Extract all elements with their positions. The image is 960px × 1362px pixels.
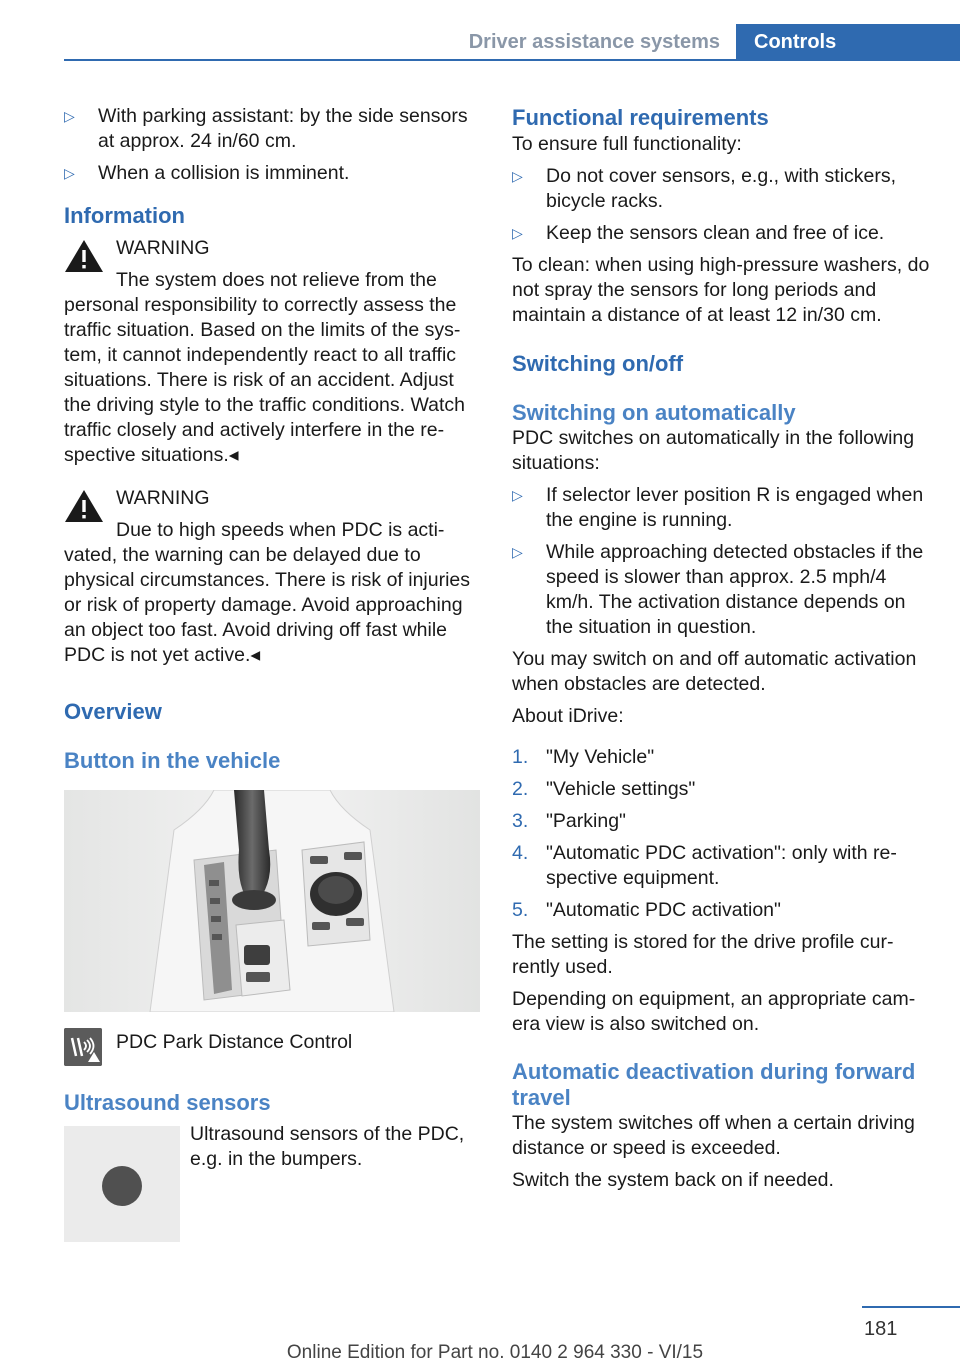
edition-footer: Online Edition for Part no. 0140 2 964 330 - VI/15 (286, 1342, 704, 1362)
triangle-bullet-icon: ▷ (512, 487, 523, 503)
triangle-bullet-icon: ▷ (512, 168, 523, 184)
pdc-button-icon (64, 1028, 102, 1066)
warning-text: Due to high speeds when PDC is acti-vated, the warning can be delayed due to physical circumstances. There is risk of injuries or risk of property damage. Avoid approaching an object too fast. Avoid driving off fast while PDC is not yet active.◂ (64, 519, 471, 666)
list-item: ▷ When a collision is imminent. (64, 162, 350, 184)
warning-title: WARNING (116, 237, 210, 259)
list-item: 4. "Automatic PDC activation": only with re-spective equipment. (512, 842, 897, 889)
header-rule (64, 59, 960, 61)
header-chapter-tab: Controls (736, 24, 960, 61)
clean-text: To clean: when using high-pressure washers, do not spray the sensors for long periods and maintain a distance of at least 12 in/30 cm. (512, 254, 930, 326)
auto-intro: PDC switches on automatically in the following situations: (512, 427, 915, 474)
sensors-description: Ultrasound sensors of the PDC, e.g. in the bumpers. (190, 1123, 465, 1170)
ultrasound-sensor-block (64, 1122, 482, 1242)
idrive-intro: About iDrive: (512, 705, 624, 727)
button-in-vehicle-heading: Button in the vehicle (64, 748, 281, 773)
warning-triangle-icon (64, 238, 104, 274)
overview-heading: Overview (64, 699, 162, 724)
list-item: ▷ Do not cover sensors, e.g., with stickers, bicycle racks. (512, 165, 897, 212)
triangle-bullet-icon: ▷ (64, 165, 75, 181)
deact-note: Switch the system back on if needed. (512, 1169, 834, 1191)
list-item: 5. "Automatic PDC activation" (512, 899, 781, 921)
page-header (0, 0, 960, 62)
switching-heading: Switching on/off (512, 351, 684, 376)
header-section-title: Driver assistance systems (468, 31, 720, 53)
triangle-bullet-icon: ▷ (512, 225, 523, 241)
warning-triangle-icon (64, 488, 104, 524)
auto-bullet-list (512, 483, 930, 640)
page-number: 181 (864, 1318, 898, 1340)
list-item: 2. "Vehicle settings" (512, 778, 696, 800)
triangle-bullet-icon: ▷ (64, 108, 75, 124)
sensor-image (64, 1126, 180, 1242)
center-console-image (64, 790, 480, 1012)
auto-on-heading: Switching on automatically (512, 400, 796, 425)
ultrasound-sensors-heading: Ultrasound sensors (64, 1090, 271, 1115)
func-intro: To ensure full functionality: (512, 133, 742, 155)
page-number-rule (862, 1306, 960, 1308)
warning-block-1 (64, 236, 482, 261)
idrive-steps (512, 745, 930, 923)
list-item: ▷ While approaching detected obstacles if the speed is slower than approx. 2.5 mph/4 km/h. The activation distance depends on the situation in question. (512, 541, 924, 638)
warning-text: The system does not relieve from the personal responsibility to correctly assess the traffic situation. Based on the limits of the sys-tem, it cannot independently react to all traffic situations. There is risk of an accident. Adjust the driving style to the traffic conditions. Watch traffic closely and actively interfere in the re-spective situations.◂ (64, 269, 466, 466)
deact-text: The system switches off when a certain driving distance or speed is exceeded. (512, 1112, 915, 1159)
pdc-label: PDC Park Distance Control (116, 1031, 353, 1053)
stored-text: The setting is stored for the drive profile cur-rently used. (512, 931, 894, 978)
list-item: 1. "My Vehicle" (512, 746, 655, 768)
auto-note: You may switch on and off automatic activation when obstacles are detected. (512, 648, 917, 695)
list-item: ▷ Keep the sensors clean and free of ice. (512, 222, 885, 244)
auto-deactivation-heading: Automatic deactivation during forward travel (512, 1059, 916, 1110)
functional-requirements-heading: Functional requirements (512, 105, 769, 130)
warning-title: WARNING (116, 487, 210, 509)
list-item: ▷ With parking assistant: by the side sensors at approx. 24 in/60 cm. (64, 105, 468, 152)
left-column (64, 100, 482, 1242)
right-column (512, 100, 930, 1193)
list-item: 3. "Parking" (512, 810, 626, 832)
warning-block-2 (64, 486, 482, 511)
list-item: ▷ If selector lever position R is engaged when the engine is running. (512, 484, 924, 531)
func-bullet-list (512, 164, 930, 246)
information-heading: Information (64, 203, 185, 228)
triangle-bullet-icon: ▷ (512, 544, 523, 560)
center-console-illustration (64, 790, 480, 1012)
bullet-list-top (64, 104, 482, 186)
sensor-icon (102, 1166, 142, 1206)
pdc-button-legend (64, 1030, 482, 1070)
camera-text: Depending on equipment, an appropriate cam-era view is also switched on. (512, 988, 916, 1035)
